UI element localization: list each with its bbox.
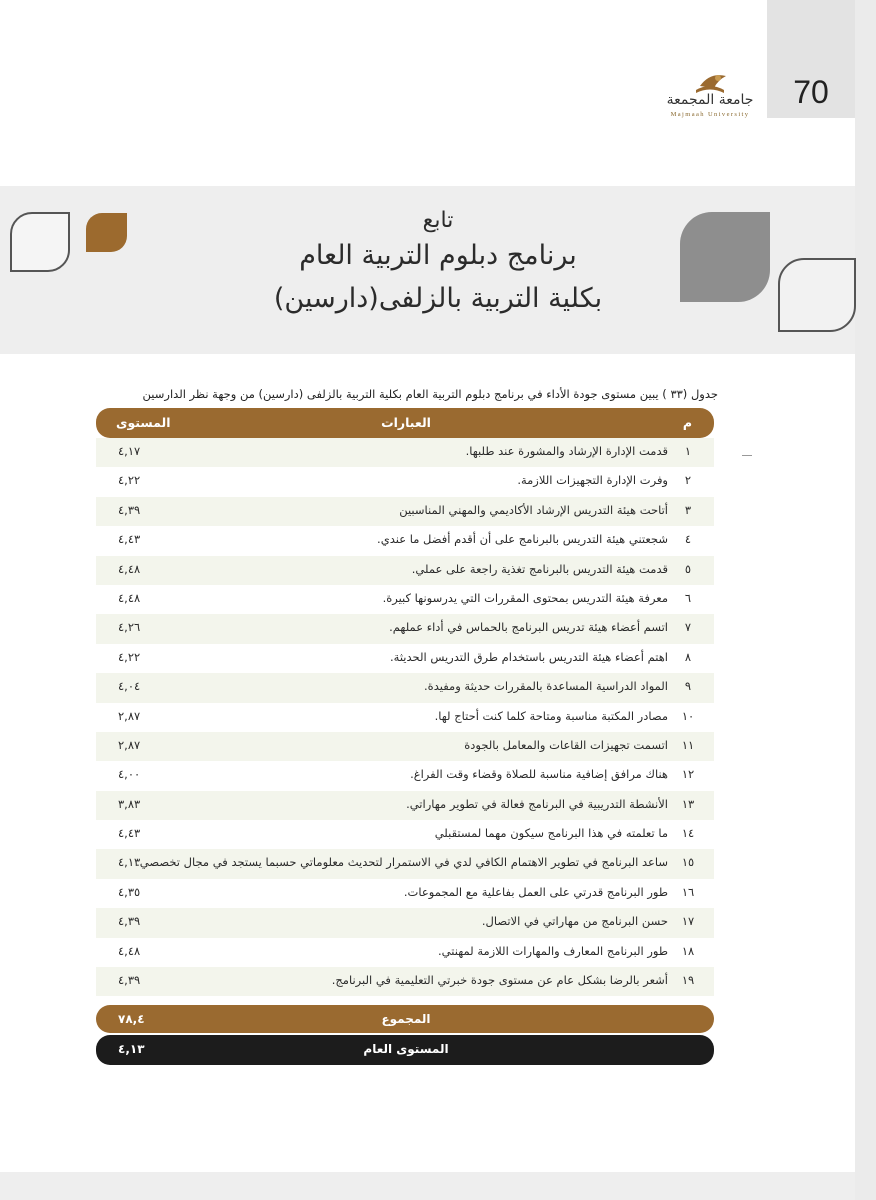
row-statement: اتسم أعضاء هيئة تدريس البرنامج بالحماس في أداء عملهم. [389,620,668,635]
row-statement: قدمت الإدارة الإرشاد والمشورة عند طلبها. [465,444,668,458]
row-index: ١٦ [681,884,695,899]
row-level: ٤,٤٨ [118,943,141,958]
row-level: ٤,٣٥ [118,884,141,899]
page-edge [855,0,876,1200]
row-index: ٤ [684,532,692,547]
title-line-2: برنامج دبلوم التربية العام [299,240,577,271]
table-row [96,908,714,937]
table-body [96,438,714,996]
row-index: ٩ [684,679,692,694]
row-statement: أتاحت هيئة التدريس الإرشاد الأكاديمي والمهني المناسبين [399,502,668,517]
decorative-outline-square-right [778,258,856,332]
row-level: ٤,١٣ [118,855,141,870]
table-row [96,703,714,732]
row-statement: حسن البرنامج من مهاراتي في الاتصال. [481,914,668,929]
row-statement: قدمت هيئة التدريس بالبرنامج تغذية راجعة على عملي. [411,561,668,576]
bottom-band [0,1172,855,1200]
row-index: ١٨ [681,943,695,958]
row-statement: ما تعلمته في هذا البرنامج سيكون مهما لمستقبلي [434,826,668,841]
table-row [96,644,714,673]
table-caption: جدول (٣٣ ) يبين مستوى جودة الأداء في برنامج دبلوم التربية العام بكلية التربية بالزلفى (دارسين) من وجهة نظر الدارسين [142,387,718,401]
row-index: ١١ [681,737,695,752]
row-statement: أشعر بالرضا بشكل عام عن مستوى جودة خبرتي التعليمية في البرنامج. [331,973,668,988]
table-row [96,820,714,849]
row-index: ٢ [684,473,692,488]
row-statement: شجعتني هيئة التدريس بالبرنامج على أن أقدم أفضل ما عندي. [377,532,668,547]
row-index: ١٠ [681,708,695,723]
decorative-outline-square-left [10,212,70,272]
table-row [96,879,714,908]
logo-arabic-text: جامعة المجمعة [666,92,754,108]
row-level: ٤,٤٣ [118,826,141,841]
table-row [96,967,714,996]
margin-mark [742,455,752,456]
header-index: م [682,415,692,430]
row-statement: طور البرنامج قدرتي على العمل بفاعلية مع المجموعات. [403,884,668,899]
row-level: ٣,٨٣ [118,796,141,811]
row-statement: ساعد البرنامج في تطوير الاهتمام الكافي لدي في الاستمرار لتحديث معلوماتي حسبما يستجد في مجال تخصصي. [136,855,668,870]
row-level: ٤,٣٩ [118,973,141,988]
row-statement: المواد الدراسية المساعدة بالمقررات حديثة ومفيدة. [424,679,668,694]
row-statement: اهتم أعضاء هيئة التدريس باستخدام طرق التدريس الحديثة. [390,649,668,664]
overall-label: المستوى العام [363,1042,449,1056]
row-index: ٧ [684,620,692,635]
row-level: ٤,٢٦ [118,620,141,635]
row-statement: اتسمت تجهيزات القاعات والمعامل بالجودة [464,737,668,752]
row-level: ٤,٤٨ [118,590,141,605]
logo-english-text: Majmaah University [670,111,750,118]
row-level: ٤,٤٣ [118,532,141,547]
row-level: ٤,٢٢ [118,473,141,488]
row-statement: الأنشطة التدريبية في البرنامج فعالة في تطوير مهاراتي. [406,796,668,811]
table-overall-row [96,1035,714,1065]
row-level: ٢,٨٧ [118,708,141,723]
total-value: ٧٨,٤ [118,1012,145,1026]
total-label: المجموع [381,1012,431,1026]
row-statement: هناك مرافق إضافية مناسبة للصلاة وقضاء وقت الفراغ. [410,767,668,782]
row-index: ١٣ [681,796,695,811]
table-row [96,673,714,702]
table-header [96,408,714,438]
overall-value: ٤,١٣ [118,1042,145,1056]
header-level: المستوى [116,415,171,430]
row-index: ١٢ [681,767,695,782]
table-row [96,732,714,761]
row-level: ٤,٤٨ [118,561,141,576]
row-index: ١٤ [681,826,695,841]
table-row [96,849,714,878]
row-level: ٢,٨٧ [118,737,141,752]
row-level: ٤,٣٩ [118,914,141,929]
table-total-row [96,1005,714,1033]
row-level: ٤,١٧ [118,444,141,458]
row-index: ١٧ [681,914,695,929]
row-level: ٤,٠٤ [118,679,141,694]
row-index: ٦ [684,590,692,605]
table-row [96,526,714,555]
row-statement: معرفة هيئة التدريس بمحتوى المقررات التي يدرسونها كبيرة. [382,590,668,605]
header-statement: العبارات [381,415,431,430]
table-row [96,614,714,643]
row-level: ٤,٣٩ [118,502,141,517]
page-number: 70 [793,74,829,110]
table-row [96,438,714,467]
row-level: ٤,٠٠ [118,767,141,782]
table-row [96,761,714,790]
row-index: ٥ [684,561,692,576]
row-level: ٤,٢٢ [118,649,141,664]
row-index: ١٩ [681,973,695,988]
row-statement: طور البرنامج المعارف والمهارات اللازمة لمهنتي. [438,943,668,958]
table-row [96,791,714,820]
table-row [96,585,714,614]
row-index: ١٥ [681,855,695,870]
row-index: ١ [684,444,692,458]
table-row [96,467,714,496]
table-row [96,938,714,967]
table-row [96,497,714,526]
title-line-3: بكلية التربية بالزلفى(دارسين) [273,283,603,314]
row-index: ٣ [684,502,692,517]
row-statement: مصادر المكتبة مناسبة ومتاحة كلما كنت أحتاج لها. [434,708,668,723]
row-statement: وفرت الإدارة التجهيزات اللازمة. [517,473,668,488]
row-index: ٨ [684,649,692,664]
title-line-1: تابع [422,208,454,233]
decorative-brown-square [86,213,127,252]
table-row [96,556,714,585]
